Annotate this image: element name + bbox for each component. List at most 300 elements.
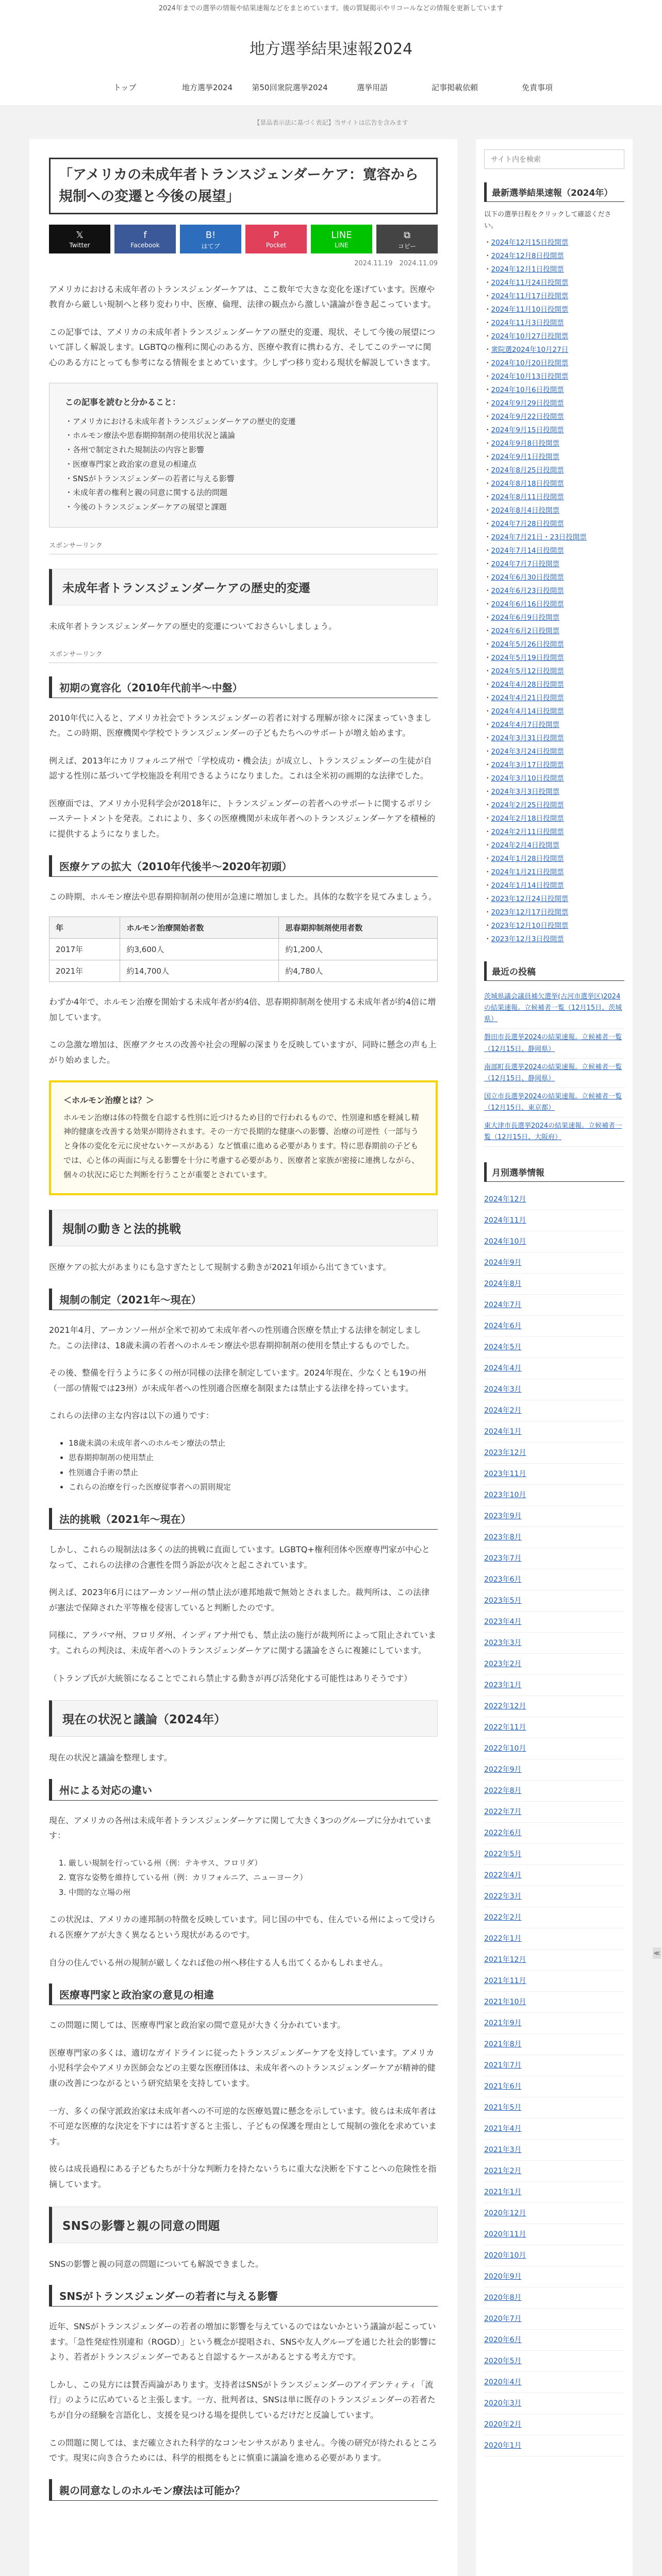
paragraph: 現在、アメリカの各州は未成年者トランスジェンダーケアに関して大きく3つのグループに分かれています：: [49, 1815, 432, 1841]
list-item: [484, 611, 624, 624]
recent-post-link[interactable]: 南部町長選挙2024の結果速報。立候補者一覧（12月15日、静岡県）: [484, 1063, 622, 1082]
list-item: [484, 1928, 624, 1950]
month-link[interactable]: 2023年9月: [484, 1512, 522, 1521]
heading-state: 州による対応の違い: [49, 1779, 438, 1801]
month-link[interactable]: 2024年4月: [484, 1364, 522, 1373]
latest-result-link[interactable]: 2024年7月21日・23日投開票: [491, 533, 587, 542]
latest-result-link[interactable]: 2024年11月17日投開票: [491, 292, 569, 301]
month-link[interactable]: 2022年2月: [484, 1913, 522, 1922]
note-box: [49, 1080, 438, 1196]
list-item: [484, 825, 624, 839]
paragraph: 同様に、アラバマ州、フロリダ州、インディアナ州でも、禁止法の施行が裁判所によって阻止されています。これらの判決は、未成年者へのトランスジェンダーケアに関する議論をさらに複雑にしています。: [49, 1630, 436, 1655]
article: [29, 139, 457, 2576]
list-item: [484, 504, 624, 517]
list-item: ・ アメリカにおける未成年者トランスジェンダーケアの歴史的変遷: [65, 415, 422, 429]
month-link[interactable]: 2021年5月: [484, 2104, 522, 2112]
latest-result-link[interactable]: 2023年12月10日投開票: [491, 922, 569, 930]
latest-result-link[interactable]: 2024年2月4日投開票: [491, 841, 560, 850]
list-item: [484, 2097, 624, 2119]
paragraph: 現在の状況と議論を整理します。: [49, 1753, 172, 1763]
month-link[interactable]: 2021年6月: [484, 2082, 522, 2091]
paragraph: この時期、ホルモン療法や思春期抑制剤の使用が急速に増加しました。具体的な数字を見てみましょう。: [49, 891, 437, 902]
section-state: [49, 1912, 438, 1970]
site-title-link[interactable]: 地方選挙結果速報2024: [249, 40, 413, 58]
latest-result-link[interactable]: 2024年3月10日投開票: [491, 774, 564, 783]
month-link[interactable]: 2022年3月: [484, 1892, 522, 1901]
list-item: [484, 1274, 624, 1295]
list-item: [484, 477, 624, 490]
list-item: [484, 1189, 624, 1210]
table-cell: 約14,700人: [120, 960, 279, 982]
month-link[interactable]: 2020年12月: [484, 2209, 526, 2218]
list-item: [484, 1379, 624, 1400]
list-item: 3. 中間的な立場の州: [69, 1885, 438, 1900]
month-link[interactable]: 2020年11月: [484, 2230, 526, 2239]
list-item: [484, 1316, 624, 1337]
list-item: [484, 1992, 624, 2013]
paragraph: 医療ケアの拡大があまりにも急すぎたとして規制する動きが2021年頃から出てきています。: [49, 1262, 391, 1273]
section-legal: [49, 1542, 438, 1686]
list-item: [484, 1738, 624, 1759]
latest-result-link[interactable]: 2024年7月7日投開票: [491, 560, 560, 569]
latest-result-link[interactable]: 2024年6月9日投開票: [491, 614, 560, 622]
month-link[interactable]: 2022年9月: [484, 1766, 522, 1774]
list-item: [484, 357, 624, 370]
nav-item-disclaimer[interactable]: 免責事項: [521, 83, 553, 92]
latest-result-link[interactable]: 2024年10月13日投開票: [491, 372, 569, 381]
latest-result-link[interactable]: 2024年6月23日投開票: [491, 587, 564, 596]
list-item: ・ 未成年者の権利と親の同意に関する法的問題: [65, 486, 422, 500]
list-item: [484, 799, 624, 812]
list-item: [484, 1654, 624, 1675]
recent-posts-heading: 最近の投稿: [484, 961, 624, 981]
month-link[interactable]: 2020年8月: [484, 2294, 522, 2302]
latest-result-link[interactable]: 2024年3月24日投開票: [491, 748, 564, 756]
list-item: [484, 1464, 624, 1485]
latest-result-link[interactable]: 2024年9月15日投開票: [491, 426, 564, 435]
list-item: [484, 276, 624, 290]
list-item: [484, 1231, 624, 1252]
list-item: [484, 490, 624, 504]
paragraph: SNSの影響と親の同意の問題についても解説できました。: [49, 2259, 263, 2269]
month-link[interactable]: 2022年1月: [484, 1935, 522, 1943]
latest-result-link[interactable]: 2024年6月16日投開票: [491, 600, 564, 609]
article-dates: 2024.11.19 2024.11.09: [354, 259, 438, 267]
latest-result-link[interactable]: 2024年3月31日投開票: [491, 734, 564, 743]
share-button-3[interactable]: [245, 225, 307, 253]
month-link[interactable]: 2022年12月: [484, 1702, 526, 1711]
nav-item-top[interactable]: トップ: [113, 83, 137, 92]
month-link[interactable]: 2023年12月: [484, 1449, 526, 1458]
table-cell: 約3,600人: [120, 939, 279, 960]
list-item: [484, 988, 624, 1029]
share-icon: B!: [205, 229, 216, 241]
list-item: ・ SNSがトランスジェンダーの若者に与える影響: [65, 472, 422, 486]
latest-result-link[interactable]: 2024年12月8日投開票: [491, 252, 564, 261]
heading-history: 未成年者トランスジェンダーケアの歴史的変遷: [49, 569, 438, 605]
list-item: [484, 638, 624, 651]
month-link[interactable]: 2023年4月: [484, 1618, 522, 1626]
list-item: [484, 1823, 624, 1844]
latest-result-link[interactable]: 2024年12月15日投開票: [491, 239, 569, 247]
list-item: [484, 1696, 624, 1717]
share-button-4[interactable]: [311, 225, 372, 253]
list-item: [484, 1548, 624, 1569]
month-link[interactable]: 2024年2月: [484, 1406, 522, 1415]
latest-result-link[interactable]: 2024年10月27日投開票: [491, 332, 569, 341]
latest-result-link[interactable]: 2024年10月6日投開票: [491, 386, 564, 395]
list-item: [484, 2224, 624, 2245]
month-link[interactable]: 2020年5月: [484, 2357, 522, 2366]
list-item: [484, 919, 624, 933]
sponsor-label: スポンサーリンク: [49, 538, 438, 554]
latest-results-desc: 以下の選挙日程をクリックして確認ください。: [484, 211, 611, 230]
share-button-1[interactable]: [114, 225, 176, 253]
list-item: [484, 1717, 624, 1738]
sidebar: [476, 139, 633, 2576]
list-item: [484, 598, 624, 611]
heading-regulation: 規制の動きと法的挑戦: [49, 1210, 438, 1246]
latest-result-link[interactable]: 2023年12月17日投開票: [491, 908, 569, 917]
list-item: [484, 1358, 624, 1379]
list-item: 2. 寛容な姿勢を維持している州（例：カリフォルニア、ニューヨーク）: [69, 1870, 438, 1885]
monthly-archive-list: [484, 1189, 624, 2456]
month-link[interactable]: 2023年7月: [484, 1554, 522, 1563]
list-item: [484, 2076, 624, 2097]
list-item: [484, 691, 624, 705]
recent-post-link[interactable]: 茨城県議会議員補欠選挙(古河市選挙区)2024の結果速報。立候補者一覧（12月15日、茨城県）: [484, 993, 622, 1024]
share-icon: f: [143, 229, 147, 241]
table-header: ホルモン治療開始者数: [120, 917, 279, 939]
latest-result-link[interactable]: 2024年3月17日投開票: [491, 761, 564, 770]
list-item: [484, 437, 624, 450]
month-link[interactable]: 2023年8月: [484, 1533, 522, 1542]
list-item: [484, 450, 624, 464]
month-link[interactable]: 2023年1月: [484, 1681, 522, 1690]
list-item: [484, 1088, 624, 1117]
latest-result-link[interactable]: 2024年4月28日投開票: [491, 681, 564, 689]
table-cell: 約4,780人: [279, 960, 438, 982]
month-link[interactable]: 2020年1月: [484, 2442, 522, 2450]
latest-result-link[interactable]: 衆院選2024年10月27日: [491, 346, 569, 354]
month-link[interactable]: 2022年7月: [484, 1808, 522, 1817]
list-item: [484, 557, 624, 571]
latest-result-link[interactable]: 2024年4月7日投開票: [491, 721, 560, 730]
month-link[interactable]: 2024年3月: [484, 1385, 522, 1394]
share-label: LINE: [335, 241, 349, 249]
month-link[interactable]: 2021年8月: [484, 2040, 522, 2049]
list-item: [484, 1971, 624, 1992]
paragraph: アメリカにおける未成年者のトランスジェンダーケアは、ここ数年で大きな変化を遂げています。医療や教育から厳しい規制へと移り変わり中、医療、倫理、法律の観点から激しい議論が巻き起こっています。: [49, 284, 436, 310]
month-link[interactable]: 2023年6月: [484, 1575, 522, 1584]
paragraph: 例えば、2023年6月にはアーカンソー州の禁止法が連邦地裁で無効とされました。裁判所は、この法律が憲法で保障された平等権を侵害していると判断したのです。: [49, 1587, 430, 1613]
nav-item-local-election[interactable]: 地方選挙2024: [181, 83, 233, 92]
summary-title: この記事を読むと分かること：: [65, 397, 181, 407]
month-link[interactable]: 2024年11月: [484, 1216, 526, 1225]
paragraph: 自分の住んでいる州の規制が厳しくなれば他の州へ移住する人も出てくるかもしれません。: [49, 1957, 388, 1968]
paragraph: しかし、この見方には賛否両論があります。支持者はSNSがトランスジェンダーのアイデンティティ「流行」のように広めていると主張します。一方、批判者は、SNSは単に既存のトランスジェンダーの若者たちが自分の経験を言語化し、支援を見つける場を提供しているだけだと反論しています。: [49, 2379, 436, 2420]
month-link[interactable]: 2021年7月: [484, 2061, 522, 2070]
nav-item-request[interactable]: 記事掲載依頼: [431, 83, 478, 92]
share-label: Pocket: [266, 241, 287, 249]
heading-sns-influence: SNSがトランスジェンダーの若者に与える影響: [49, 2285, 438, 2307]
list-item: [484, 1295, 624, 1316]
paragraph: 一方、多くの保守派政治家は未成年者への不可逆的な医療処置に懸念を示しています。彼らは未成年者は不可逆な医療的な決定を下すには若すぎると主張し、子どもの保護を理由として規制の強化を求めています。: [49, 2106, 437, 2146]
list-item: [484, 624, 624, 638]
list-item: [484, 651, 624, 665]
article-title: 「アメリカの未成年者トランスジェンダーケア：寛容から規制への変遷と今後の展望」: [49, 158, 438, 214]
month-link[interactable]: 2024年5月: [484, 1343, 522, 1352]
latest-result-link[interactable]: 2024年8月25日投開票: [491, 466, 564, 475]
month-link[interactable]: 2022年10月: [484, 1744, 526, 1753]
month-link[interactable]: 2021年1月: [484, 2188, 522, 2197]
recent-post-link[interactable]: 東大津市長選挙2024の結果速報。立候補者一覧（12月15日、大阪府）: [484, 1122, 622, 1142]
paragraph: 彼らは成長過程にある子どもたちが十分な判断力を持たないうちに重大な決断を下すことへの危険性を指摘しています。: [49, 2164, 437, 2189]
share-label: はてブ: [201, 242, 220, 250]
latest-result-link[interactable]: 2024年4月21日投開票: [491, 694, 564, 703]
paragraph: その後、整備を行うように多くの州が同様の法律を制定しています。2024年現在、少なくとも19の州（一部の情報では23州）が未成年者への性別適合医療を制限または禁止する法律を持っています。: [49, 1368, 426, 1393]
month-link[interactable]: 2020年2月: [484, 2420, 522, 2429]
sponsor-label: スポンサーリンク: [49, 647, 438, 663]
paragraph: 2010年代に入ると、アメリカ社会でトランスジェンダーの若者に対する理解が徐々に深まっていきました。この時期、医療機関や学校でトランスジェンダーの子どもたちへのサポートが増え始めます。: [49, 713, 432, 738]
list-item: [484, 879, 624, 892]
stats-table: [49, 917, 438, 982]
paragraph: この問題に関しては、まだ確立された科学的なコンセンサスがありません。今後の研究が待たれるところです。現実に向き合うためには、科学的根拠をもとに慎重に議論を進める必要があります。: [49, 2437, 437, 2463]
list-item: [484, 2034, 624, 2055]
list-item: [484, 263, 624, 276]
month-link[interactable]: 2022年6月: [484, 1829, 522, 1838]
month-link[interactable]: 2020年10月: [484, 2251, 526, 2260]
month-link[interactable]: 2020年4月: [484, 2378, 522, 2387]
list-item: [484, 758, 624, 772]
section-sns: [49, 2319, 438, 2466]
section-early: [49, 710, 438, 842]
list-item: [484, 423, 624, 437]
month-link[interactable]: 2023年3月: [484, 1639, 522, 1648]
list-item: [484, 678, 624, 691]
latest-result-link[interactable]: 2024年8月4日投開票: [491, 506, 560, 515]
list-item: [484, 1485, 624, 1506]
share-label: Twitter: [69, 241, 90, 249]
list-item: [484, 1252, 624, 1274]
month-link[interactable]: 2020年3月: [484, 2399, 522, 2408]
intro: [49, 282, 438, 370]
list-item: [484, 2351, 624, 2372]
month-link[interactable]: 2022年4月: [484, 1871, 522, 1880]
latest-result-link[interactable]: 2024年2月11日投開票: [491, 828, 564, 837]
month-link[interactable]: 2020年6月: [484, 2336, 522, 2345]
search-input[interactable]: [484, 149, 624, 169]
latest-result-link[interactable]: 2023年12月24日投開票: [491, 895, 569, 904]
list-item: ・ ホルモン療法や思春期抑制剤の使用状況と議論: [65, 429, 422, 443]
latest-result-link[interactable]: 2024年1月28日投開票: [491, 855, 564, 863]
month-link[interactable]: 2021年4月: [484, 2125, 522, 2133]
summary-list: [65, 415, 422, 515]
month-link[interactable]: 2022年11月: [484, 1723, 526, 1732]
list-item: 1. 厳しい規制を行っている州（例：テキサス、フロリダ）: [69, 1856, 438, 1871]
list-item: [484, 852, 624, 866]
heading-early: 初期の寛容化（2010年代前半〜中盤）: [49, 676, 438, 698]
month-link[interactable]: 2023年2月: [484, 1660, 522, 1669]
global-nav: [0, 69, 662, 106]
paragraph: この状況は、アメリカの連邦制の特徴を反映しています。同じ国の中でも、住んでいる州によって受けられる医療ケアが大きく異なるという現状があるのです。: [49, 1914, 436, 1940]
month-link[interactable]: 2023年11月: [484, 1470, 526, 1479]
list-item: [484, 1527, 624, 1548]
list-item: [484, 1443, 624, 1464]
list-item: [484, 343, 624, 357]
list-item: [484, 2140, 624, 2161]
list-item: [484, 1569, 624, 1590]
list-item: [484, 290, 624, 303]
month-link[interactable]: 2024年12月: [484, 1195, 526, 1204]
law-list: [69, 1436, 438, 1495]
table-cell: 2017年: [49, 939, 120, 960]
list-item: [484, 2055, 624, 2076]
latest-result-link[interactable]: 2024年2月18日投開票: [491, 815, 564, 823]
list-item: [484, 584, 624, 598]
latest-result-link[interactable]: 2024年1月21日投開票: [491, 868, 564, 877]
latest-result-link[interactable]: 2024年8月18日投開票: [491, 480, 564, 488]
latest-result-link[interactable]: 2023年12月3日投開票: [491, 935, 564, 944]
heading-legal: 法的挑戦（2021年〜現在）: [49, 1508, 438, 1530]
list-item: [484, 249, 624, 263]
latest-result-link[interactable]: 2024年9月29日投開票: [491, 399, 564, 408]
list-item: [484, 732, 624, 745]
note-title: ＜ホルモン治療とは？＞: [63, 1095, 155, 1105]
list-item: [484, 812, 624, 825]
paragraph: 医療専門家の多くは、適切なガイドラインに従ったトランスジェンダーケアを支持しています。アメリカ小児科学会やアメリカ医師会などの主要な医療団体は、未成年者へのトランスジェンダーケアが精神的健康の改善につながるという研究結果を支持しています。: [49, 2047, 436, 2088]
latest-result-link[interactable]: 2024年3月3日投開票: [491, 788, 560, 796]
list-item: [484, 2330, 624, 2351]
site-tagline: 2024年までの選挙の情報や結果速報などをまとめています。後の質疑掲示やリコールなどの情報を更新しています: [0, 0, 662, 18]
list-item: [484, 933, 624, 946]
month-link[interactable]: 2020年7月: [484, 2315, 522, 2324]
latest-result-link[interactable]: 2024年12月1日投開票: [491, 265, 564, 274]
paragraph: （トランプ氏が大統領になることでこれら禁止する動きが再び活発化する可能性はありそうです）: [49, 1673, 412, 1683]
table-cell: 約1,200人: [279, 939, 438, 960]
month-link[interactable]: 2023年10月: [484, 1491, 526, 1500]
paragraph: これらの法律の主な内容は以下の通りです：: [49, 1411, 214, 1421]
latest-result-link[interactable]: 2024年9月22日投開票: [491, 413, 564, 421]
latest-result-link[interactable]: 2024年11月24日投開票: [491, 279, 569, 287]
list-item: [484, 303, 624, 316]
month-link[interactable]: 2024年10月: [484, 1238, 526, 1246]
month-link[interactable]: 2024年7月: [484, 1301, 522, 1310]
latest-result-link[interactable]: 2024年5月26日投開票: [491, 640, 564, 649]
latest-result-link[interactable]: 2024年7月28日投開票: [491, 520, 564, 529]
table-header: 年: [49, 917, 120, 939]
list-item: ・ 医療専門家と政治家の意見の相違点: [65, 457, 422, 472]
month-link[interactable]: 2021年11月: [484, 1977, 526, 1986]
paragraph: 例えば、2013年にカリフォルニア州で「学校成功・機会法」が成立し、トランスジェンダーの生徒が自認する性別に基づいて学校施設を利用できるようになりました。これは全米初の画期的な法律でした。: [49, 755, 432, 781]
list-item: [484, 410, 624, 423]
month-link[interactable]: 2021年2月: [484, 2167, 522, 2176]
list-item: [484, 2435, 624, 2456]
list-item: [484, 2119, 624, 2140]
latest-result-link[interactable]: 2024年6月2日投開票: [491, 627, 560, 636]
list-item: [484, 1802, 624, 1823]
list-item: [484, 1865, 624, 1886]
month-link[interactable]: 2022年8月: [484, 1787, 522, 1795]
list-item: • 18歳未満の未成年者へのホルモン療法の禁止: [69, 1436, 438, 1451]
month-link[interactable]: 2021年9月: [484, 2019, 522, 2028]
share-button-0[interactable]: [49, 225, 110, 253]
paragraph: この問題に関しては、医療専門家と政治家の間で意見が大きく分かれています。: [49, 2020, 345, 2030]
latest-result-link[interactable]: 2024年6月30日投開票: [491, 573, 564, 582]
share-button-5[interactable]: [376, 225, 438, 253]
list-item: [484, 1210, 624, 1231]
paragraph: 未成年者トランスジェンダーケアの歴史的変遷についておさらいしましょう。: [49, 621, 337, 631]
list-item: [484, 1337, 624, 1358]
month-link[interactable]: 2021年10月: [484, 1998, 526, 2007]
latest-result-link[interactable]: 2024年5月19日投開票: [491, 654, 564, 663]
latest-result-link[interactable]: 2024年1月14日投開票: [491, 882, 564, 890]
latest-result-link[interactable]: 2024年4月14日投開票: [491, 707, 564, 716]
recent-post-link[interactable]: 磐田市長選挙2024の結果速報。立候補者一覧（12月15日、静岡県）: [484, 1033, 622, 1053]
share-icon: LINE: [331, 229, 352, 241]
nav-item-glossary[interactable]: 選挙用語: [356, 83, 388, 92]
list-item: [484, 544, 624, 557]
latest-result-link[interactable]: 2024年9月8日投開票: [491, 439, 560, 448]
month-link[interactable]: 2021年12月: [484, 1956, 526, 1964]
list-item: • 性別適合手術の禁止: [69, 1465, 438, 1480]
table-header: 思春期抑制剤使用者数: [279, 917, 438, 939]
share-icon: 𝕏: [76, 229, 84, 241]
latest-result-link[interactable]: 2024年9月1日投開票: [491, 453, 560, 462]
month-link[interactable]: 2020年9月: [484, 2273, 522, 2281]
month-link[interactable]: 2022年5月: [484, 1850, 522, 1859]
month-link[interactable]: 2021年3月: [484, 2146, 522, 2155]
latest-result-link[interactable]: 2024年7月14日投開票: [491, 547, 564, 555]
section-regulation: [49, 1323, 438, 1423]
table-cell: 2021年: [49, 960, 120, 982]
monthly-archive-heading: 月別選挙情報: [484, 1162, 624, 1182]
month-link[interactable]: 2024年8月: [484, 1280, 522, 1289]
list-item: [484, 383, 624, 397]
paragraph: 医療面では、アメリカ小児科学会が2018年に、トランスジェンダーの若者へのサポートに関するポリシーステートメントを発表。これにより、多くの医療機関が未成年者へのトランスジェンダーケアを積極的に提供するようになりました。: [49, 798, 436, 839]
latest-result-link[interactable]: 2024年11月3日投開票: [491, 319, 564, 328]
list-item: [484, 906, 624, 919]
list-item: [484, 785, 624, 799]
list-item: [484, 866, 624, 879]
table-row: [49, 960, 438, 982]
share-button-2[interactable]: [180, 225, 241, 253]
nav-item-general-election[interactable]: 第50回衆院選挙2024: [252, 83, 328, 92]
list-item: [484, 839, 624, 852]
month-link[interactable]: 2024年9月: [484, 1259, 522, 1267]
latest-result-link[interactable]: 2024年11月10日投開票: [491, 306, 569, 314]
site-header: [0, 18, 662, 69]
latest-result-link[interactable]: 2024年8月11日投開票: [491, 493, 564, 502]
list-item: ・ 今後のトランスジェンダーケアの展望と課題: [65, 500, 422, 515]
heading-regulation-enacted: 規制の制定（2021年〜現在）: [49, 1289, 438, 1310]
list-item: [484, 1029, 624, 1058]
list-item: [484, 1059, 624, 1088]
latest-result-link[interactable]: 2024年2月25日投開票: [491, 801, 564, 810]
scroll-top-button[interactable]: ≪: [653, 1947, 661, 1959]
paragraph: この急激な増加は、医療アクセスの改善や社会の理解の深まりを反映していますが、同時に懸念の声も上がり始めました。: [49, 1040, 437, 1065]
latest-result-link[interactable]: 2024年5月12日投開票: [491, 667, 564, 676]
list-item: [484, 1907, 624, 1928]
month-link[interactable]: 2023年5月: [484, 1597, 522, 1605]
recent-post-link[interactable]: 国立市長選挙2024の結果速報。立候補者一覧（12月15日、東京都）: [484, 1092, 622, 1112]
month-link[interactable]: 2024年1月: [484, 1428, 522, 1436]
list-item: [484, 397, 624, 410]
note-body: ホルモン治療は体の特徴を自認する性別に近づけるため目的で行われるもので、性別違和感を軽減し精神的健康を改善する効果が期待されます。その一方で長期的な健康への影響、治療の可逆性（一部与うと身体の変化を元に戻せないケースがある）など慎重に進める必要があります。特に思春期前の子どもでは、心と体の両面に与える影響を十分に考慮する必要があり、医療者と家族が密接に連携しながら、個々の状況に応じた判断を行うことが重要とされています。: [63, 1112, 420, 1179]
list-item: [484, 705, 624, 718]
latest-result-link[interactable]: 2024年10月20日投開票: [491, 359, 569, 368]
month-link[interactable]: 2024年6月: [484, 1322, 522, 1331]
